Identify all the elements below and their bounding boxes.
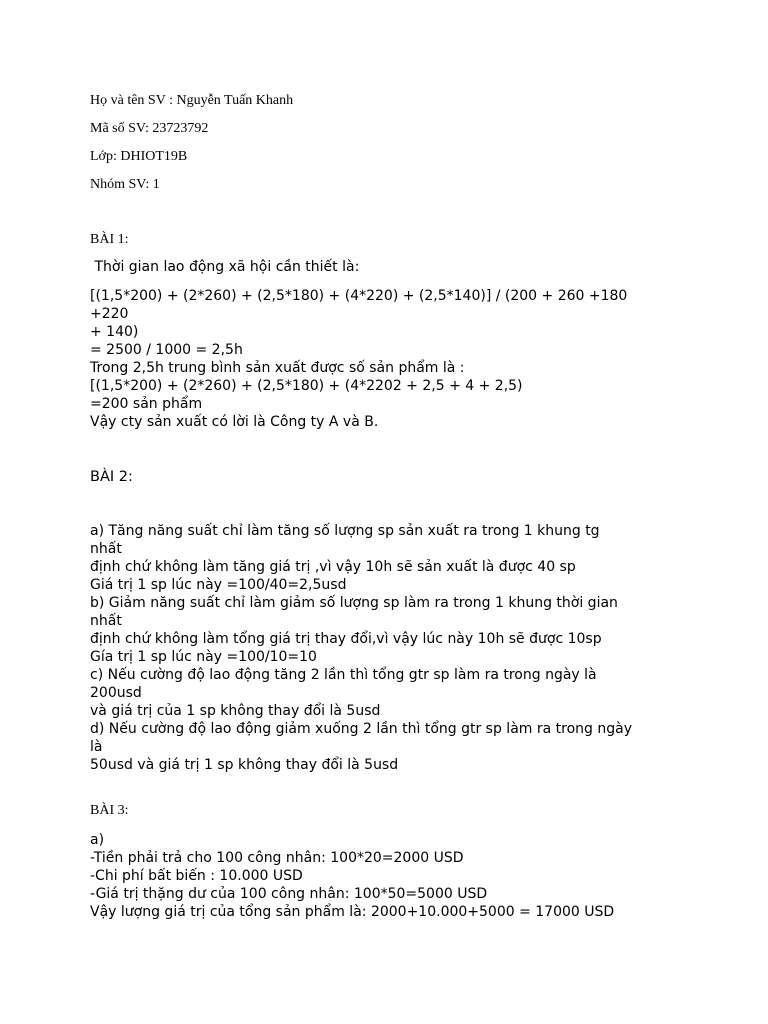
bai2-line: Giá trị 1 sp lúc này =100/40=2,5usd xyxy=(90,577,347,593)
bai2-line: d) Nếu cường độ lao động giảm xuống 2 lần thì tổng gtr sp làm ra trong ngày xyxy=(90,721,632,737)
bai2-line: 50usd và giá trị 1 sp không thay đổi là 5usd xyxy=(90,757,399,773)
bai3-line: -Giá trị thặng dư của 100 công nhân: 100*50=5000 USD xyxy=(90,886,488,902)
bai1-line: +220 xyxy=(90,306,129,322)
bai2-line: a) Tăng năng suất chỉ làm tăng số lượng sp sản xuất ra trong 1 khung tg xyxy=(90,523,600,539)
bai1-line: + 140) xyxy=(90,324,139,340)
bai3-line: -Tiền phải trả cho 100 công nhân: 100*20=2000 USD xyxy=(90,850,464,866)
bai1-line: Trong 2,5h trung bình sản xuất được số sản phẩm là : xyxy=(90,360,465,376)
bai2-heading: BÀI 2: xyxy=(90,469,133,485)
student-name: Họ và tên SV : Nguyễn Tuấn Khanh xyxy=(90,93,294,108)
bai3-line: a) xyxy=(90,832,105,848)
bai1-heading: BÀI 1: xyxy=(90,232,129,247)
bai2-line: Gía trị 1 sp lúc này =100/10=10 xyxy=(90,649,317,665)
bai3-line: -Chi phí bất biến : 10.000 USD xyxy=(90,868,303,884)
bai1-line: =200 sản phẩm xyxy=(90,396,203,412)
bai3-line: Vậy lượng giá trị của tổng sản phẩm là: 2000+10.000+5000 = 17000 USD xyxy=(90,904,615,920)
student-group: Nhóm SV: 1 xyxy=(90,177,160,192)
bai2-line: và giá trị của 1 sp không thay đổi là 5usd xyxy=(90,703,381,719)
bai1-line: Thời gian lao động xã hội cần thiết là: xyxy=(90,259,360,275)
student-class: Lớp: DHIOT19B xyxy=(90,149,188,164)
bai2-line: b) Giảm năng suất chỉ làm giảm số lượng sp làm ra trong 1 khung thời gian xyxy=(90,595,618,611)
bai1-line: [(1,5*200) + (2*260) + (2,5*180) + (4*2202 + 2,5 + 4 + 2,5) xyxy=(90,378,523,394)
bai1-line: = 2500 / 1000 = 2,5h xyxy=(90,342,243,358)
bai3-heading: BÀI 3: xyxy=(90,803,129,818)
bai2-line: định chứ không làm tổng giá trị thay đổi,vì vậy lúc này 10h sẽ được 10sp xyxy=(90,631,602,647)
bai2-line: nhất xyxy=(90,613,122,629)
bai2-line: c) Nếu cường độ lao động tăng 2 lần thì tổng gtr sp làm ra trong ngày là xyxy=(90,667,597,683)
bai1-line: Vậy cty sản xuất có lời là Công ty A và B. xyxy=(90,414,379,430)
bai2-line: nhất xyxy=(90,541,122,557)
student-id: Mã số SV: 23723792 xyxy=(90,121,209,136)
bai2-line: 200usd xyxy=(90,685,142,701)
bai2-line: định chứ không làm tăng giá trị ,vì vậy 10h sẽ sản xuất là được 40 sp xyxy=(90,559,576,575)
bai2-line: là xyxy=(90,739,103,755)
bai1-line: [(1,5*200) + (2*260) + (2,5*180) + (4*220) + (2,5*140)] / (200 + 260 +180 xyxy=(90,288,628,304)
